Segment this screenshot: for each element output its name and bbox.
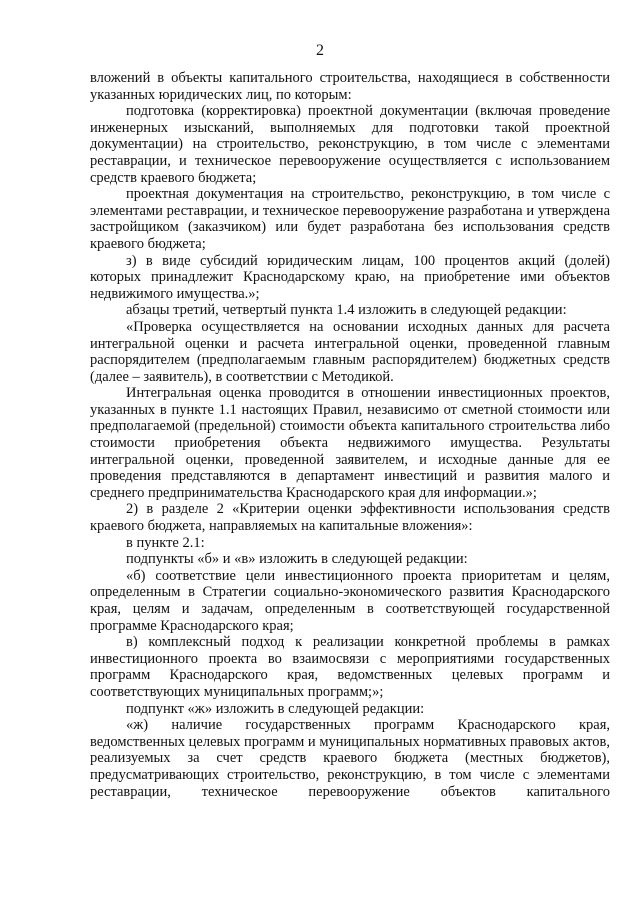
paragraph-amend-zh: подпункт «ж» изложить в следующей редакции: [126,700,425,717]
paragraph-amend-1-4: абзацы третий, четвертый пункта 1.4 изложить в следующей редакции: [126,302,567,319]
document-body [90,70,610,800]
paragraph-subparagraphs-b-v: подпункты «б» и «в» изложить в следующей редакции: [126,551,468,568]
paragraph-section-2: 2) в разделе 2 «Критерии оценки эффективности использования средств краевого бюджета, направляемых на капитальные вложения»: [90,501,610,535]
paragraph-subparagraph-v: в) комплексный подход к реализации конкретной проблемы в рамках инвестиционного проекта во взаимосвязи с мероприятиями государственных программ Краснодарского края, ведомственных целевых программ и соответствующих муниципальных программ;»; [90,634,610,700]
paragraph-verification: «Проверка осуществляется на основании исходных данных для расчета интегральной оценки и расчета интегральной оценки, проведенной главным распорядителем (предполагаемым главным распорядителем) бюджетных средств (далее – заявитель), в соответствии с Методикой. [90,318,610,385]
paragraph-subparagraph-b: «б) соответствие цели инвестиционного проекта приоритетам и целям, определенным в Стратегии социально-экономического развития Краснодарского края, целям и задачам, определенным в соответствующей государственной программе Краснодарского края; [90,567,610,634]
paragraph-design-documentation-budget: подготовка (корректировка) проектной документации (включая проведение инженерных изысканий, выполняемых для подготовки такой проектной документации) на строительство, реконструкцию, в том числе с элементами реставрации, и техническое перевооружение осуществляется с использованием средств краевого бюджета; [90,103,610,186]
paragraph-subparagraph-z: з) в виде субсидий юридическим лицам, 100 процентов акций (долей) которых принадлежит Краснодарскому краю, на приобретение ими объектов недвижимого имущества.»; [90,252,610,302]
paragraph-clause-2-1: в пункте 2.1: [126,534,205,551]
paragraph-integral-assessment: Интегральная оценка проводится в отношении инвестиционных проектов, указанных в пункте 1.1 настоящих Правил, независимо от сметной стоимости или предполагаемой (предельной) стоимости объекта капитального строительства либо стоимости приобретения объекта недвижимого имущества. Результаты интегральной оценки, проведенной заявителем, и исходные данные для ее проведения представляются в департамент инвестиций и развития малого и среднего предпринимательства Краснодарского края для информации.»; [90,385,610,501]
paragraph-continuation: вложений в объекты капитального строительства, находящиеся в собственности указанных юридических лиц, по которым: [90,70,610,103]
paragraph-design-documentation-developer: проектная документация на строительство, реконструкцию, в том числе с элементами реставрации, и техническое перевооружение разработана и утверждена застройщиком (заказчиком) или будет разработана без использования средств краевого бюджета; [90,186,610,252]
paragraph-subparagraph-zh: «ж) наличие государственных программ Краснодарского края, ведомственных целевых программ и муниципальных нормативных правовых актов, реализуемых за счет средств краевого бюджета (местных бюджетов), предусматривающих строительство, реконструкцию, в том числе с элементами реставрации, техническое перевооружение объектов капитального [90,717,610,800]
page-number: 2 [316,42,324,59]
